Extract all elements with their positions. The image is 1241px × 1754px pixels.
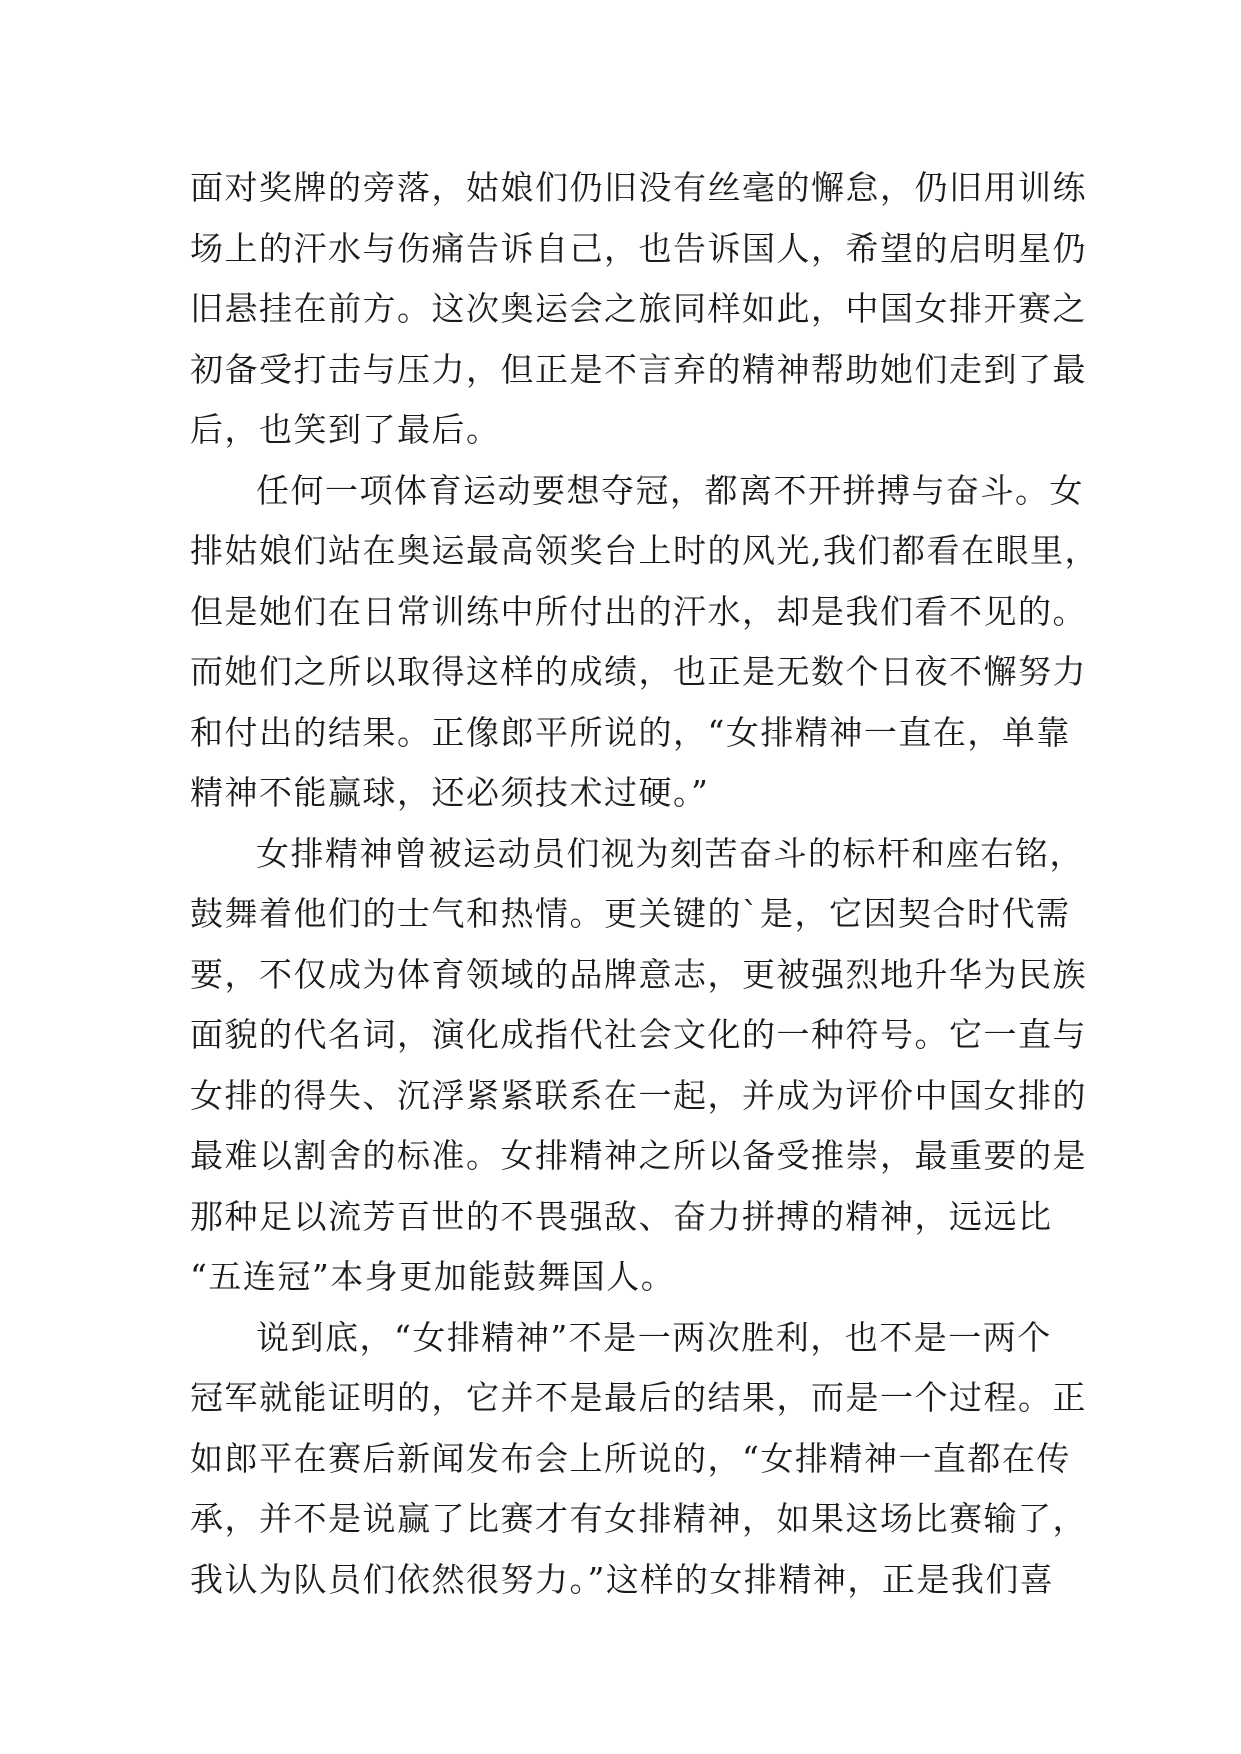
paragraph-4 (190, 1308, 1087, 1611)
text-line: 如郎平在赛后新闻发布会上所说的，“女排精神一直都在传 (190, 1438, 1071, 1478)
paragraph-2 (190, 461, 1099, 824)
text-line: 承，并不是说赢了比赛才有女排精神，如果这场比赛输了， (190, 1499, 1087, 1538)
text-line: 但是她们在日常训练中所付出的汗水，却是我们看不见的。 (190, 591, 1087, 631)
text-line: 场上的汗水与伤痛告诉自己，也告诉国人，希望的启明星仍 (190, 228, 1087, 268)
text-line: 我认为队员们依然很努力。”这样的女排精神，正是我们喜 (190, 1559, 1055, 1599)
text-line: 而她们之所以取得这样的成绩，也正是无数个日夜不懈努力 (190, 652, 1087, 691)
paragraph-1 (190, 158, 1087, 461)
text-line: 冠军就能证明的，它并不是最后的结果，而是一个过程。正 (190, 1378, 1087, 1417)
text-line: 面貌的代名词，演化成指代社会文化的一种符号。它一直与 (190, 1015, 1087, 1054)
text-line: 女排的得失、沉浮紧紧联系在一起，并成为评价中国女排的 (190, 1075, 1087, 1115)
text-line: 任何一项体育运动要想夺冠，都离不开拼搏与奋斗。女 (256, 470, 1084, 510)
text-line: 鼓舞着他们的士气和热情。更关键的`是，它因契合时代需 (190, 894, 1071, 933)
text-line: 精神不能赢球，还必须技术过硬。” (190, 773, 710, 812)
text-line: 排姑娘们站在奥运最高领奖台上时的风光,我们都看在眼里， (190, 531, 1099, 570)
text-line: 面对奖牌的旁落，姑娘们仍旧没有丝毫的懈怠，仍旧用训练 (190, 168, 1087, 207)
text-line: 要，不仅成为体育领域的品牌意志，更被强烈地升华为民族 (190, 954, 1087, 994)
paragraph-3 (190, 824, 1087, 1308)
text-line: 初备受打击与压力，但正是不言弃的精神帮助她们走到了最 (190, 349, 1087, 389)
body-text (190, 158, 1099, 1610)
text-line: 和付出的结果。正像郎平所说的，“女排精神一直在，单靠 (190, 712, 1071, 752)
text-line: 旧悬挂在前方。这次奥运会之旅同样如此，中国女排开赛之 (190, 289, 1087, 328)
text-line: 说到底，“女排精神”不是一两次胜利，也不是一两个 (256, 1317, 1052, 1357)
text-line: 女排精神曾被运动员们视为刻苦奋斗的标杆和座右铭， (256, 833, 1084, 873)
text-line: “五连冠”本身更加能鼓舞国人。 (190, 1257, 676, 1296)
text-line: 最难以割舍的标准。女排精神之所以备受推崇，最重要的是 (190, 1136, 1087, 1175)
text-line: 后，也笑到了最后。 (190, 410, 501, 449)
text-line: 那种足以流芳百世的不畏强敌、奋力拼搏的精神，远远比 (190, 1196, 1053, 1236)
